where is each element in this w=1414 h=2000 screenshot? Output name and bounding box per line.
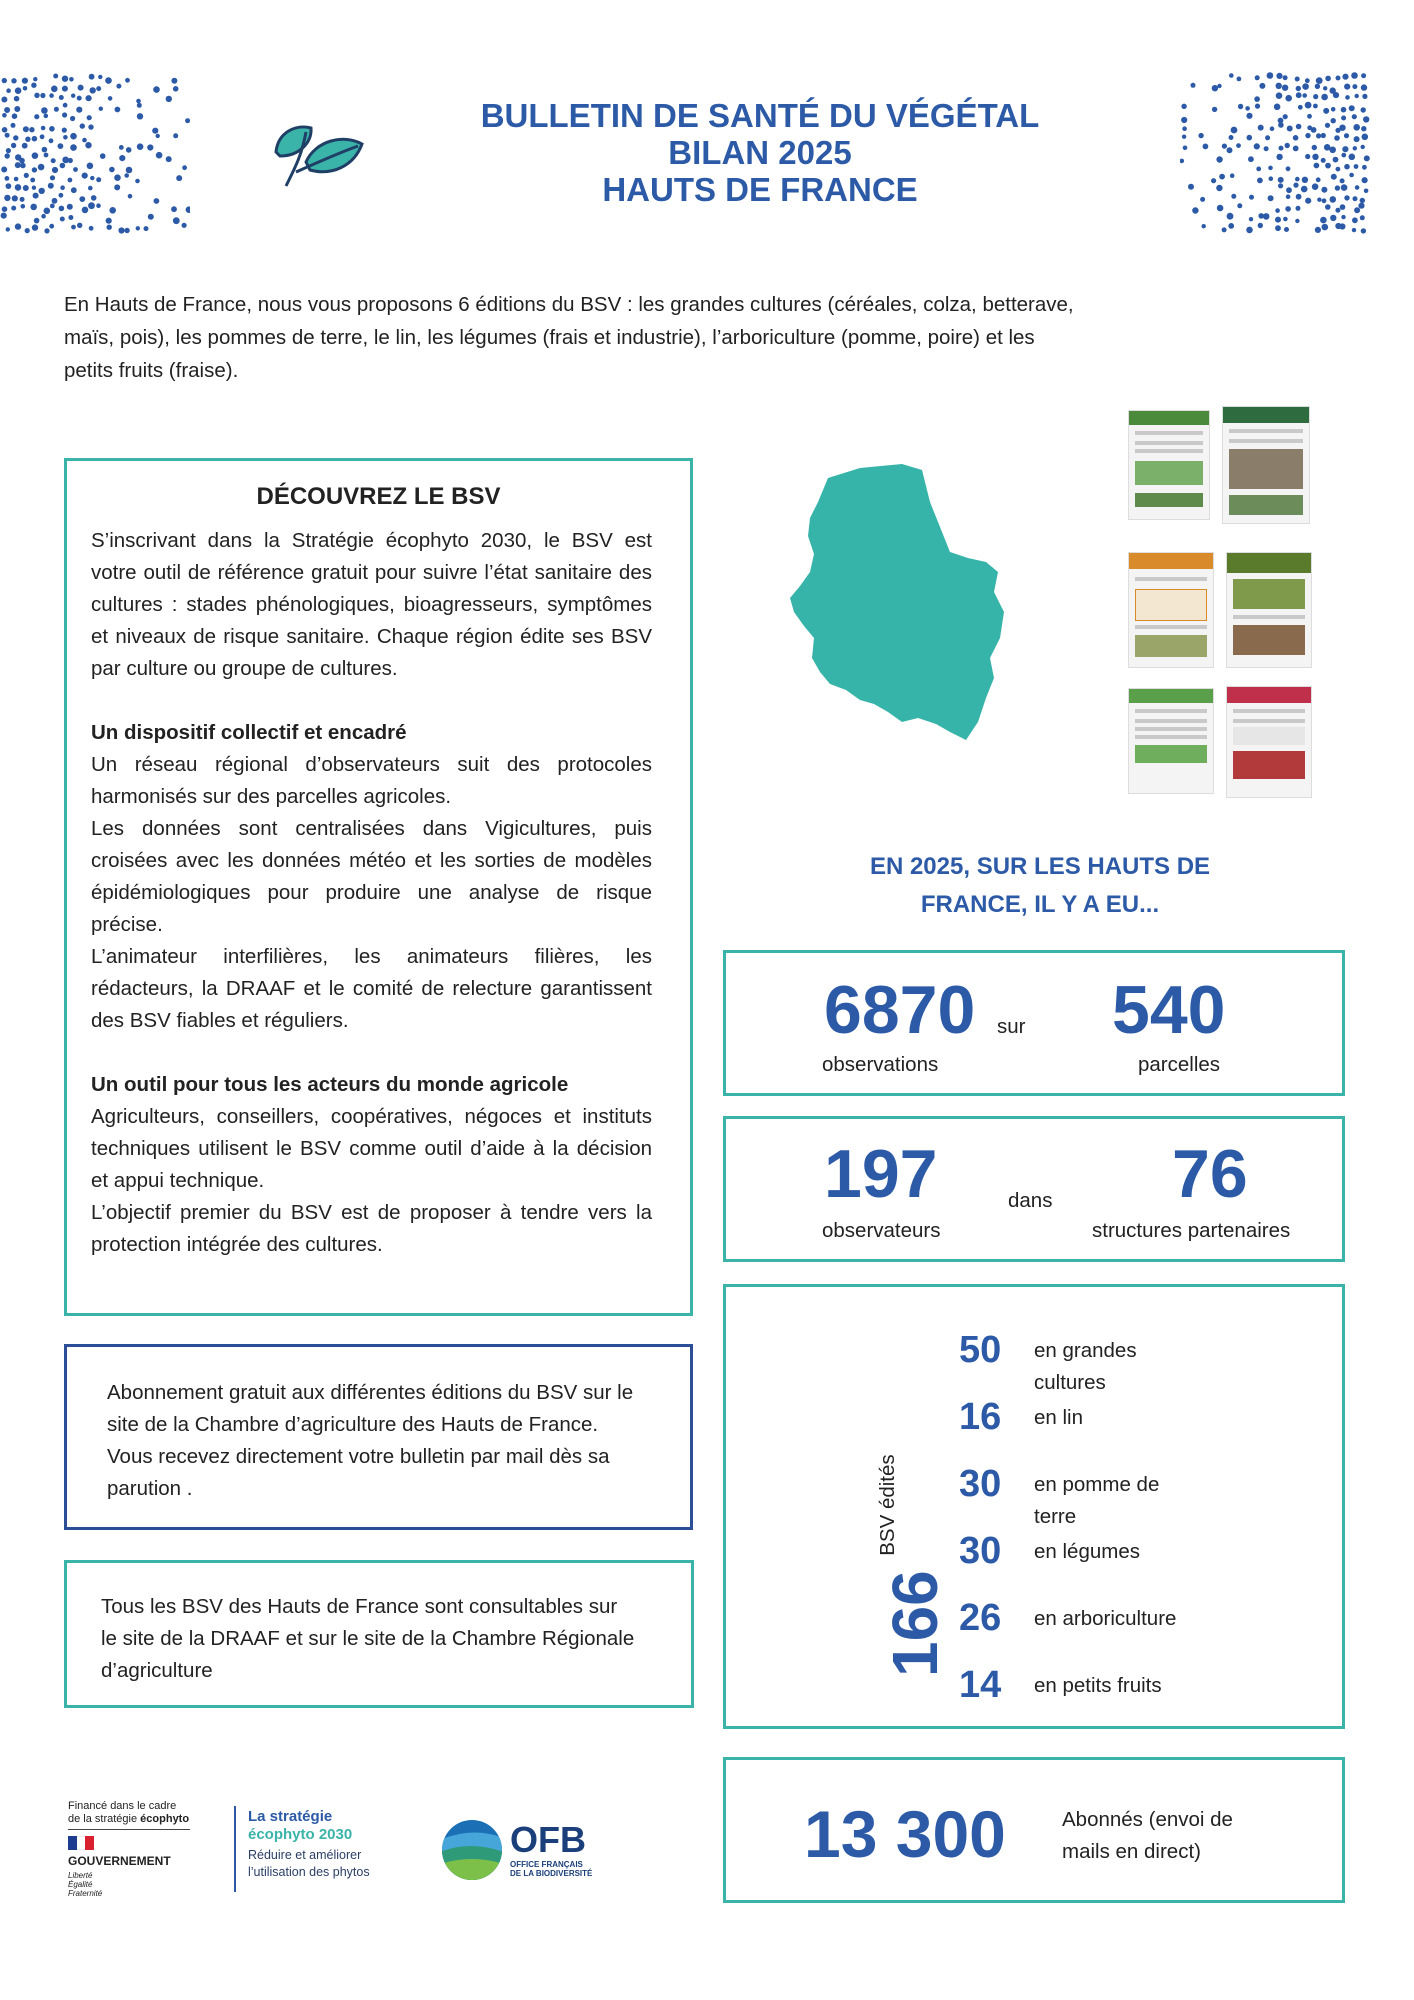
stats-abonnes-box (723, 1757, 1345, 1903)
bsv-row-label: en petits fruits (1034, 1674, 1162, 1697)
bsv-row-number: 30 (959, 1530, 1002, 1572)
bsv-cover-thumbnail (1128, 552, 1214, 668)
discover-title: DÉCOUVREZ LE BSV (256, 483, 501, 510)
discover-paragraph: Un réseau régional d’observateurs suit des protocoles harmonisés sur des parcelles agricoles. (91, 753, 652, 808)
bsv-row-number: 16 (959, 1396, 1002, 1438)
ofb-emblem-icon (440, 1818, 504, 1882)
bsv-row-label: en légumes (1034, 1540, 1140, 1563)
intro-paragraph: En Hauts de France, nous vous proposons 6 éditions du BSV : les grandes cultures (céréales, colza, betterave, maïs, pois), les pommes de terre, le lin, les légumes (frais et industrie), l’arboriculture (pomme, poire) et les petits fruits (fraise). (64, 293, 1074, 382)
bsv-row-number: 30 (959, 1463, 1002, 1505)
ofb-text: OFB (510, 1819, 586, 1860)
observateurs-label: observateurs (822, 1219, 941, 1242)
sur-word: sur (997, 1015, 1026, 1038)
subscription-box (64, 1344, 693, 1530)
bsv-total-rotated (838, 1337, 951, 1677)
stats-observations-box (723, 950, 1345, 1096)
dans-word: dans (1008, 1189, 1053, 1212)
parcelles-number: 540 (1112, 972, 1226, 1048)
stats-observateurs-box (723, 1116, 1345, 1262)
motto-2: Égalité (68, 1880, 93, 1889)
bsv-total-number: 166 (879, 1570, 951, 1677)
strategy-line-2: écophyto 2030 (248, 1826, 353, 1843)
discover-body (91, 525, 652, 1261)
strategy-line-4: l’utilisation des phytos (248, 1865, 370, 1879)
strategy-divider (234, 1806, 236, 1892)
title-line-1: BULLETIN DE SANTÉ DU VÉGÉTAL (480, 97, 1040, 134)
observateurs-number: 197 (824, 1136, 938, 1212)
bsv-cover-thumbnail (1226, 686, 1312, 798)
bsv-row-label: en arboriculture (1034, 1607, 1177, 1630)
bsv-cover-thumbnail (1222, 406, 1310, 524)
title-line-3: HAUTS DE FRANCE (602, 171, 918, 208)
motto-1: Liberté (68, 1871, 93, 1880)
observations-label: observations (822, 1053, 939, 1076)
dots-pattern-left (0, 72, 190, 237)
discover-paragraph: S’inscrivant dans la Stratégie écophyto 2030, le BSV est votre outil de référence gratuit pour suivre l’état sanitaire des cultures : stades phénologiques, bioagresseurs, symptômes et niveaux de risque sanitaire. Chaque région édite ses BSV par culture ou groupe de cultures. (91, 529, 652, 680)
ofb-sub-2: DE LA BIODIVERSITÉ (510, 1869, 593, 1878)
consult-box (64, 1560, 694, 1708)
bsv-row-label: en grandes cultures (1034, 1339, 1137, 1394)
bsv-row-label: en lin (1034, 1406, 1084, 1429)
observations-number: 6870 (824, 972, 976, 1048)
discover-paragraph: Les données sont centralisées dans Vigicultures, puis croisées avec les données météo et les sorties de modèles épidémiologiques pour produire une analyse de risque précise. (91, 817, 652, 936)
parcelles-label: parcelles (1138, 1053, 1221, 1076)
strategy-line-1: La stratégie (248, 1808, 333, 1825)
discover-subheading: Un outil pour tous les acteurs du monde agricole (91, 1073, 569, 1096)
strategy-line-3: Réduire et améliorer (248, 1848, 362, 1862)
consult-text: Tous les BSV des Hauts de France sont consultables sur le site de la DRAAF et sur le site de la Chambre Régionale d’agriculture (101, 1595, 635, 1682)
ecophyto-2030-logo (248, 1808, 418, 1881)
bsv-row-number: 50 (959, 1329, 1002, 1371)
discover-subheading: Un dispositif collectif et encadré (91, 721, 407, 744)
gouvernement-text: GOUVERNEMENT (68, 1854, 171, 1868)
structures-number: 76 (1172, 1136, 1248, 1212)
stats-heading: EN 2025, SUR LES HAUTS DE FRANCE, IL Y A EU... (869, 853, 1211, 918)
ofb-logo (440, 1818, 610, 1888)
page-title (420, 97, 1100, 208)
finance-brand: écophyto (140, 1813, 190, 1825)
discover-paragraph: L’objectif premier du BSV est de proposer à tendre vers la protection intégrée des cultures. (91, 1201, 652, 1256)
bsv-total-label: BSV édités (876, 1454, 899, 1556)
bsv-cover-thumbnail (1128, 688, 1214, 794)
french-flag-icon (68, 1836, 94, 1850)
leaf-icon (266, 122, 366, 190)
bsv-row-label: en pomme de terre (1034, 1473, 1160, 1528)
discover-paragraph: L’animateur interfilières, les animateurs filières, les rédacteurs, la DRAAF et le comité de relecture garantissent des BSV fiables et réguliers. (91, 945, 652, 1032)
stats-bsv-box (723, 1284, 1345, 1729)
gouvernement-logo (68, 1800, 208, 1898)
abonnes-number: 13 300 (804, 1797, 1006, 1871)
structures-label: structures partenaires (1092, 1219, 1291, 1242)
discover-bsv-box (64, 458, 693, 1316)
motto-3: Fraternité (68, 1889, 103, 1898)
bsv-cover-thumbnail (1128, 410, 1210, 520)
finance-line-1: Financé dans le cadre (68, 1800, 177, 1812)
ofb-sub-1: OFFICE FRANÇAIS (510, 1860, 583, 1869)
bsv-cover-thumbnail (1226, 552, 1312, 668)
region-map (790, 462, 1030, 742)
finance-line-2: de la stratégie (68, 1813, 138, 1825)
discover-paragraph: Agriculteurs, conseillers, coopératives, négoces et instituts techniques utilisent le BSV comme outil d’aide à la décision et appui technique. (91, 1105, 652, 1192)
subscription-text: Abonnement gratuit aux différentes éditions du BSV sur le site de la Chambre d’agriculture des Hauts de France. Vous recevez directement votre bulletin par mail dès sa parution . (107, 1381, 634, 1500)
dots-pattern-right (1180, 72, 1370, 237)
title-line-2: BILAN 2025 (668, 134, 852, 171)
abonnes-label: Abonnés (envoi de mails en direct) (1062, 1808, 1233, 1863)
bsv-row-number: 14 (959, 1664, 1002, 1706)
bsv-row-number: 26 (959, 1597, 1002, 1639)
